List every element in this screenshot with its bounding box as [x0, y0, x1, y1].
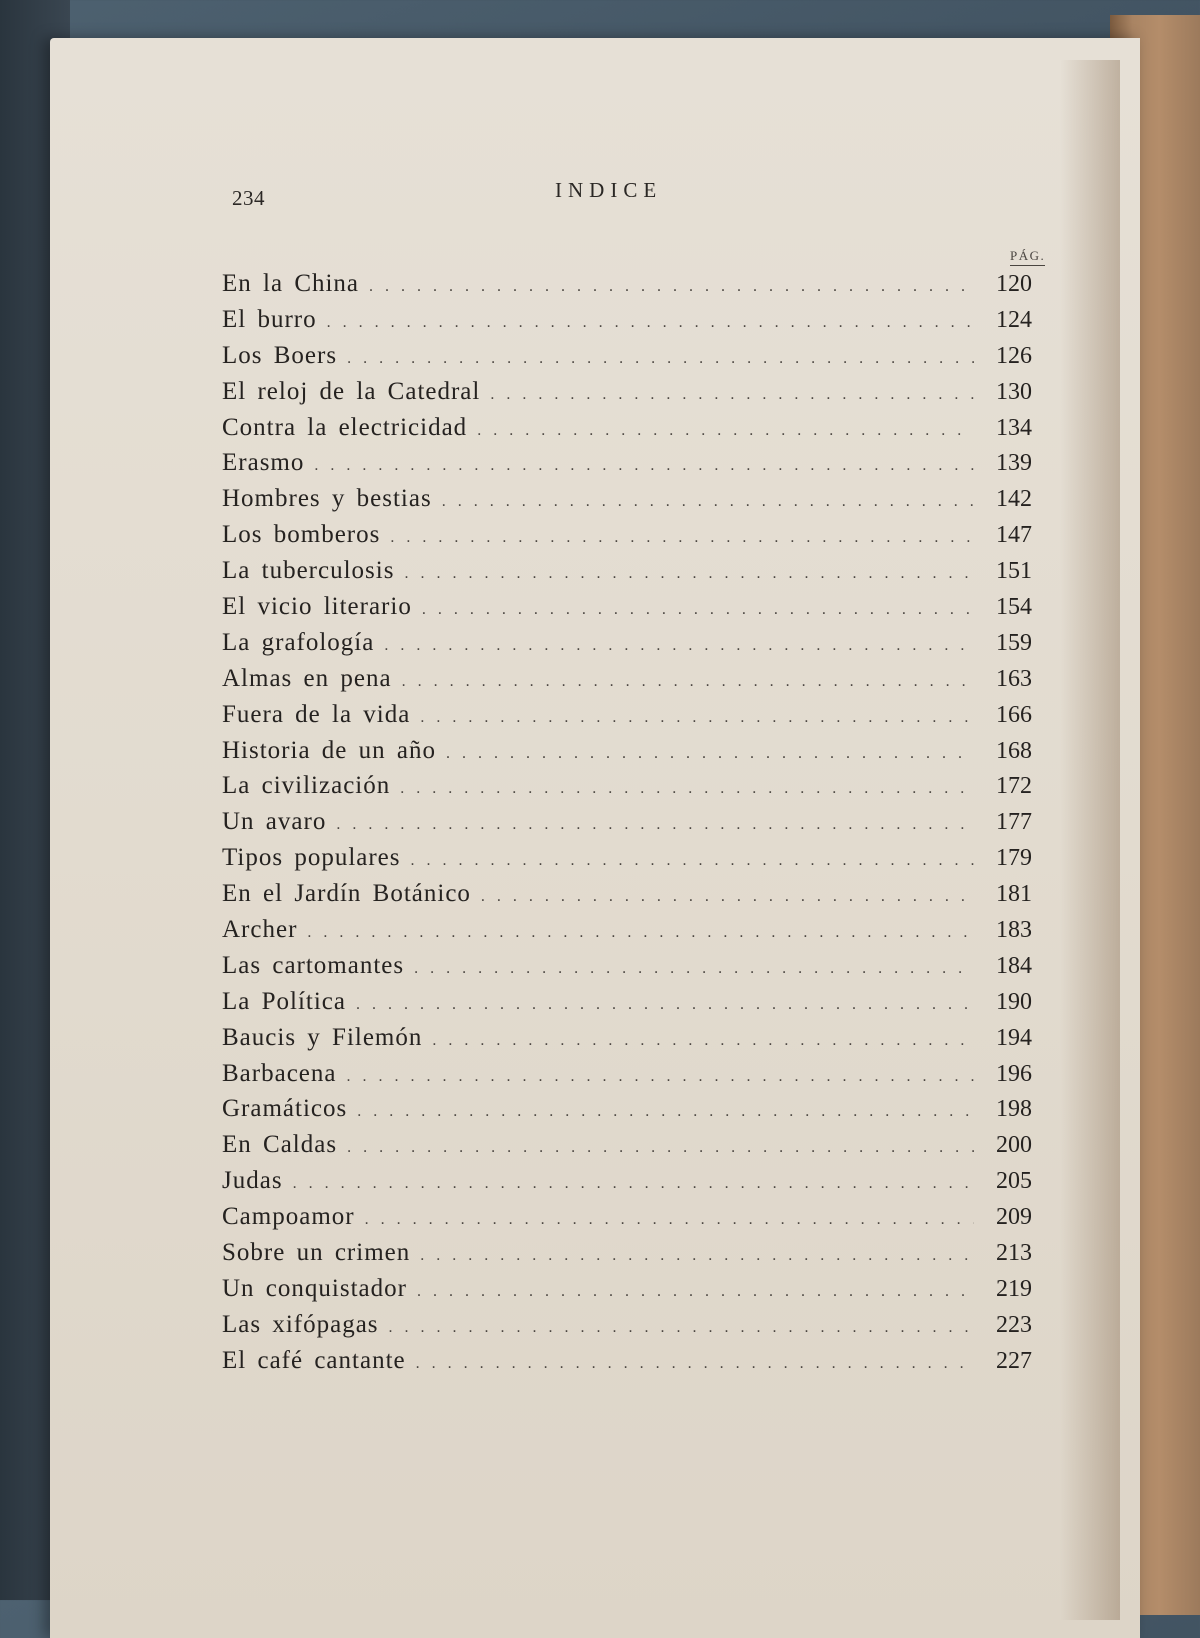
toc-entry-page: 168	[996, 737, 1032, 764]
toc-entry	[222, 1024, 1032, 1060]
toc-entry-title: Historia de un año	[222, 736, 436, 764]
toc-entry-title: Tipos populares	[222, 844, 401, 872]
toc-entry-title: Almas en pena	[222, 664, 392, 692]
toc-entry-page: 194	[996, 1024, 1032, 1051]
toc-entry-title: Gramáticos	[222, 1095, 348, 1123]
toc-entry	[222, 808, 1032, 844]
gutter-shadow	[1060, 60, 1120, 1620]
dot-leader	[327, 314, 974, 332]
dot-leader	[314, 457, 974, 475]
dot-leader	[404, 565, 974, 583]
toc-entry-title: Sobre un crimen	[222, 1239, 411, 1267]
toc-entry-title: Las cartomantes	[222, 951, 405, 979]
toc-entry	[222, 306, 1032, 342]
toc-entry-title: En la China	[222, 270, 360, 297]
toc-entry	[222, 521, 1032, 557]
book-page	[50, 38, 1140, 1638]
toc-entry	[222, 1275, 1032, 1311]
toc-entry	[222, 270, 1032, 306]
toc-entry-title: Campoamor	[222, 1203, 355, 1231]
toc-entry-title: La tuberculosis	[222, 557, 395, 585]
toc-entry-page: 134	[996, 414, 1032, 441]
toc-entry-page: 163	[996, 665, 1032, 692]
toc-entry-title: Fuera de la vida	[222, 700, 411, 728]
toc-entry-page: 205	[996, 1168, 1032, 1195]
toc-entry-page: 181	[996, 881, 1032, 908]
dot-leader	[356, 996, 974, 1014]
toc-entry-page: 120	[996, 271, 1032, 297]
toc-entry	[222, 1131, 1032, 1167]
toc-entry	[222, 1239, 1032, 1275]
toc-entry-page: 126	[996, 342, 1032, 369]
dot-leader	[384, 637, 974, 655]
dot-leader	[446, 745, 974, 763]
toc-entry-page: 179	[996, 845, 1032, 872]
dot-leader	[414, 960, 974, 978]
toc-entry-page: 154	[996, 594, 1032, 621]
page-title: INDICE	[555, 178, 663, 202]
toc-entry	[222, 737, 1032, 773]
toc-entry	[222, 378, 1032, 414]
toc-entry	[222, 485, 1032, 521]
toc-entry-title: Archer	[222, 916, 298, 944]
toc-entry-title: El vicio literario	[222, 593, 412, 621]
toc-entry-title: Hombres y bestias	[222, 485, 432, 513]
toc-entry	[222, 342, 1032, 378]
toc-entry	[222, 557, 1032, 593]
toc-entry	[222, 629, 1032, 665]
dot-leader	[307, 924, 974, 942]
toc-entry	[222, 1060, 1032, 1096]
dot-leader	[293, 1175, 974, 1193]
toc-entry-page: 130	[996, 378, 1032, 405]
toc-entry-title: Judas	[222, 1167, 283, 1195]
dot-leader	[442, 493, 974, 511]
dot-leader	[346, 1068, 974, 1086]
toc-entry-title: El burro	[222, 305, 317, 333]
dot-leader	[365, 1211, 974, 1229]
toc-entry-title: Barbacena	[222, 1059, 337, 1087]
toc-entry	[222, 916, 1032, 952]
dot-leader	[477, 422, 974, 440]
table-of-contents	[222, 270, 1032, 1383]
dot-leader	[347, 1139, 974, 1157]
dot-leader	[402, 673, 974, 691]
toc-entry-page: 177	[996, 809, 1032, 836]
toc-entry-page: 184	[996, 952, 1032, 979]
toc-entry-page: 183	[996, 917, 1032, 944]
toc-entry-page: 196	[996, 1060, 1032, 1087]
toc-entry-page: 200	[996, 1132, 1032, 1159]
toc-entry-page: 209	[996, 1204, 1032, 1231]
toc-entry	[222, 1311, 1032, 1347]
dot-leader	[400, 780, 974, 798]
toc-entry-title: En el Jardín Botánico	[222, 880, 471, 908]
toc-entry	[222, 844, 1032, 880]
toc-entry-page: 223	[996, 1311, 1032, 1338]
toc-entry	[222, 665, 1032, 701]
dot-leader	[481, 888, 974, 906]
dot-leader	[432, 1032, 974, 1050]
toc-entry-page: 227	[996, 1347, 1032, 1374]
toc-entry-title: El café cantante	[222, 1346, 406, 1374]
toc-entry-title: Baucis y Filemón	[222, 1023, 423, 1051]
toc-entry-page: 159	[996, 629, 1032, 656]
toc-entry	[222, 701, 1032, 737]
page-header	[50, 178, 1140, 218]
toc-entry	[222, 1347, 1032, 1383]
dot-leader	[357, 1103, 974, 1121]
toc-entry-title: Un conquistador	[222, 1274, 407, 1302]
toc-entry	[222, 1167, 1032, 1203]
pag-column-label: PÁG.	[1010, 248, 1045, 266]
toc-entry	[222, 593, 1032, 629]
toc-entry-title: Las xifópagas	[222, 1310, 379, 1338]
toc-entry-page: 213	[996, 1240, 1032, 1267]
toc-entry-title: La Política	[222, 987, 346, 1015]
dot-leader	[369, 278, 974, 296]
dot-leader	[336, 816, 974, 834]
toc-entry-page: 147	[996, 522, 1032, 549]
toc-entry-page: 151	[996, 558, 1032, 585]
toc-entry-title: Contra la electricidad	[222, 413, 468, 441]
dot-leader	[420, 1247, 974, 1265]
page-number: 234	[232, 186, 265, 210]
toc-entry-title: Los bomberos	[222, 521, 381, 549]
dot-leader	[416, 1355, 974, 1373]
toc-entry	[222, 1203, 1032, 1239]
toc-entry-title: La civilización	[222, 772, 391, 800]
toc-entry	[222, 449, 1032, 485]
dot-leader	[417, 1283, 974, 1301]
toc-entry-title: La grafología	[222, 628, 375, 656]
dot-leader	[390, 529, 974, 547]
toc-entry-page: 219	[996, 1275, 1032, 1302]
toc-entry-title: Los Boers	[222, 341, 338, 369]
toc-entry-page: 139	[996, 450, 1032, 477]
toc-entry-page: 172	[996, 773, 1032, 800]
toc-entry	[222, 772, 1032, 808]
toc-entry	[222, 880, 1032, 916]
toc-entry-title: Un avaro	[222, 808, 327, 836]
toc-entry	[222, 988, 1032, 1024]
toc-entry-page: 142	[996, 486, 1032, 513]
toc-entry	[222, 414, 1032, 450]
toc-entry-page: 198	[996, 1096, 1032, 1123]
dot-leader	[420, 709, 974, 727]
toc-entry-title: En Caldas	[222, 1131, 338, 1159]
dot-leader	[490, 386, 974, 404]
toc-entry-title: El reloj de la Catedral	[222, 377, 481, 405]
toc-entry-title: Erasmo	[222, 449, 305, 477]
toc-entry	[222, 1095, 1032, 1131]
dot-leader	[347, 350, 974, 368]
toc-entry-page: 190	[996, 988, 1032, 1015]
toc-entry-page: 166	[996, 701, 1032, 728]
dot-leader	[422, 601, 974, 619]
toc-entry	[222, 952, 1032, 988]
dot-leader	[389, 1319, 974, 1337]
toc-entry-page: 124	[996, 306, 1032, 333]
dot-leader	[411, 852, 974, 870]
